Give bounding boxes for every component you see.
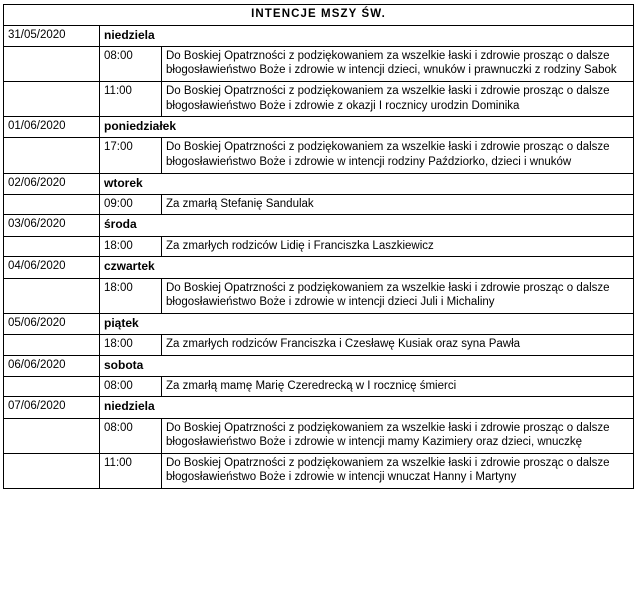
day-header-row [4,117,634,138]
empty-date-cell [4,46,100,81]
day-header-row [4,215,634,236]
weekday-cell: wtorek [100,173,634,194]
empty-date-cell [4,376,100,397]
time-cell: 08:00 [100,376,162,397]
day-header-row [4,355,634,376]
time-cell: 18:00 [100,278,162,313]
time-cell: 08:00 [100,418,162,453]
empty-date-cell [4,334,100,355]
weekday-cell: sobota [100,355,634,376]
time-cell: 18:00 [100,334,162,355]
mass-row [4,278,634,313]
weekday-cell: środa [100,215,634,236]
date-cell: 02/06/2020 [4,173,100,194]
date-cell: 01/06/2020 [4,117,100,138]
day-header-row [4,25,634,46]
document-title: INTENCJE MSZY ŚW. [4,5,634,26]
date-cell: 05/06/2020 [4,313,100,334]
table-body [4,5,634,489]
empty-date-cell [4,138,100,173]
day-header-row [4,173,634,194]
date-cell: 07/06/2020 [4,397,100,418]
empty-date-cell [4,453,100,488]
weekday-cell: niedziela [100,397,634,418]
intention-cell: Do Boskiej Opatrzności z podziękowaniem za wszelkie łaski i zdrowie prosząc o dalsze błogosławieństwo Boże i zdrowie w intencji wnuczat Hanny i Martyny [162,453,634,488]
mass-row [4,453,634,488]
intention-cell: Do Boskiej Opatrzności z podziękowaniem za wszelkie łaski i zdrowie prosząc o dalsze błogosławieństwo Boże i zdrowie w intencji mamy Kazimiery oraz dzieci, wnuczkę [162,418,634,453]
time-cell: 11:00 [100,453,162,488]
intention-cell: Do Boskiej Opatrzności z podziękowaniem za wszelkie łaski i zdrowie prosząc o dalsze błogosławieństwo Boże i zdrowie w intencji dzieci, wnuków i prawnuczki z rodziny Sabok [162,46,634,81]
weekday-cell: niedziela [100,25,634,46]
empty-date-cell [4,418,100,453]
empty-date-cell [4,236,100,257]
empty-date-cell [4,278,100,313]
date-cell: 31/05/2020 [4,25,100,46]
day-header-row [4,257,634,278]
time-cell: 17:00 [100,138,162,173]
weekday-cell: piątek [100,313,634,334]
mass-row [4,334,634,355]
time-cell: 08:00 [100,46,162,81]
empty-date-cell [4,82,100,117]
mass-row [4,194,634,215]
intention-cell: Do Boskiej Opatrzności z podziękowaniem za wszelkie łaski i zdrowie prosząc o dalsze błogosławieństwo Boże i zdrowie w intencji dzieci Juli i Michaliny [162,278,634,313]
intention-cell: Za zmarłych rodziców Franciszka i Czesławę Kusiak oraz syna Pawła [162,334,634,355]
mass-row [4,376,634,397]
mass-row [4,236,634,257]
mass-intentions-table [3,4,634,489]
intention-cell: Za zmarłą mamę Marię Czeredrecką w I rocznicę śmierci [162,376,634,397]
intention-cell: Za zmarłą Stefanię Sandulak [162,194,634,215]
intention-cell: Za zmarłych rodziców Lidię i Franciszka Laszkiewicz [162,236,634,257]
mass-row [4,46,634,81]
day-header-row [4,397,634,418]
mass-row [4,82,634,117]
mass-row [4,138,634,173]
empty-date-cell [4,194,100,215]
intention-cell: Do Boskiej Opatrzności z podziękowaniem za wszelkie łaski i zdrowie prosząc o dalsze błogosławieństwo Boże i zdrowie z okazji I rocznicy urodzin Dominika [162,82,634,117]
time-cell: 11:00 [100,82,162,117]
day-header-row [4,313,634,334]
time-cell: 18:00 [100,236,162,257]
time-cell: 09:00 [100,194,162,215]
weekday-cell: czwartek [100,257,634,278]
mass-row [4,418,634,453]
date-cell: 03/06/2020 [4,215,100,236]
date-cell: 06/06/2020 [4,355,100,376]
weekday-cell: poniedziałek [100,117,634,138]
table-title-row [4,5,634,26]
intention-cell: Do Boskiej Opatrzności z podziękowaniem za wszelkie łaski i zdrowie prosząc o dalsze błogosławieństwo Boże i zdrowie w intencji rodziny Paździorko, dzieci i wnuków [162,138,634,173]
date-cell: 04/06/2020 [4,257,100,278]
